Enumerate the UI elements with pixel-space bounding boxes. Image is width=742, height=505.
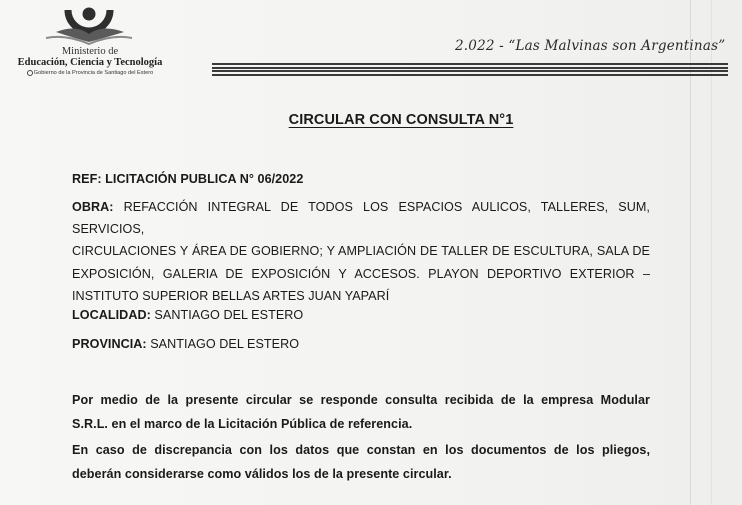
- ref-label: REF:: [72, 172, 102, 186]
- body-line: S.R.L. en el marco de la Licitación Pública de referencia.: [72, 417, 413, 431]
- localidad-value: SANTIAGO DEL ESTERO: [154, 308, 304, 322]
- obra-line: INSTITUTO SUPERIOR BELLAS ARTES JUAN YAPARÍ: [72, 288, 390, 303]
- body-paragraph: [72, 388, 650, 486]
- ministry-line-3: [0, 69, 180, 77]
- ministry-line-3-text: Gobierno de la Provincia de Santiago del Estero: [33, 70, 154, 76]
- provincia-label: PROVINCIA:: [72, 337, 147, 351]
- obra-line: EXPOSICIÓN, GALERIA DE EXPOSICIÓN Y ACCESOS. PLAYON DEPORTIVO EXTERIOR –: [72, 266, 650, 281]
- body-line: En caso de discrepancia con los datos que constan en los documentos de los pliegos,: [72, 443, 650, 457]
- ministry-line-2: Educación, Ciencia y Tecnología: [17, 57, 163, 68]
- header-rule: [212, 63, 728, 65]
- header-rule: [212, 70, 728, 72]
- obra-label: OBRA:: [72, 200, 114, 214]
- government-seal-icon: [27, 70, 33, 76]
- obra-line: [72, 196, 650, 240]
- header-motto: 2.022 - “Las Malvinas son Argentinas”: [455, 38, 726, 54]
- obra-block: [72, 196, 650, 307]
- provincia-value: SANTIAGO DEL ESTERO: [150, 337, 300, 351]
- header-rule: [212, 74, 728, 76]
- obra-line: CIRCULACIONES Y ÁREA DE GOBIERNO; Y AMPLIACIÓN DE TALLER DE ESCULTURA, SALA DE: [72, 244, 650, 259]
- ministry-line-1: Ministerio de: [61, 46, 119, 57]
- localidad-line: [72, 304, 650, 326]
- header-rules: [212, 63, 728, 77]
- body-line: Por medio de la presente circular se responde consulta recibida de la empresa Modular: [72, 393, 650, 407]
- ministry-name-block: [0, 46, 180, 77]
- body-line: deberán considerarse como válidos los de la presente circular.: [72, 467, 452, 481]
- localidad-label: LOCALIDAD:: [72, 308, 151, 322]
- provincia-line: [72, 333, 650, 355]
- obra-text: REFACCIÓN INTEGRAL DE TODOS LOS ESPACIOS AULICOS, TALLERES, SUM, SERVICIOS,: [72, 200, 650, 237]
- ministry-logo-icon: [46, 4, 132, 48]
- header-rule: [212, 67, 728, 69]
- ref-line: [72, 168, 650, 190]
- ref-value: LICITACIÓN PUBLICA N° 06/2022: [105, 172, 304, 186]
- document-title: CIRCULAR CON CONSULTA N°1: [288, 112, 514, 128]
